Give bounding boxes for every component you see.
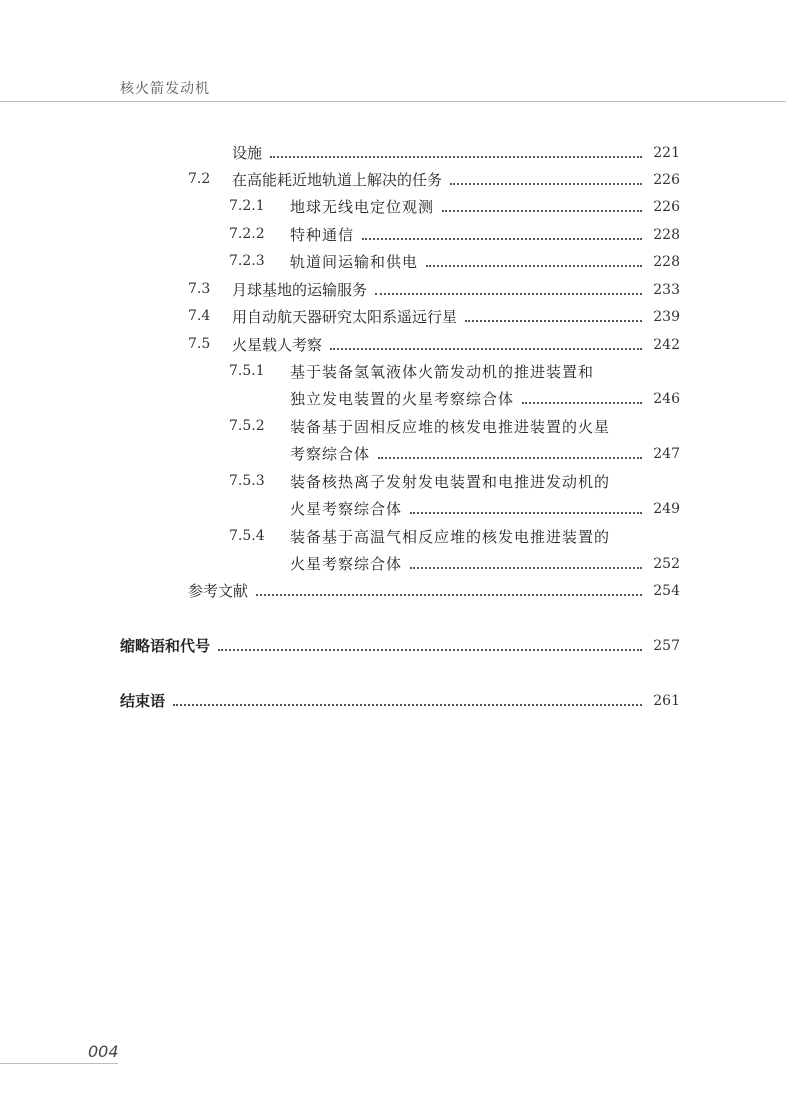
toc-entry-text: 参考文献	[188, 582, 249, 600]
toc-leader-dots	[256, 594, 642, 596]
toc-entry-7-5-3-line1[interactable]	[290, 471, 680, 493]
toc-leader-dots	[442, 210, 642, 212]
toc-leader-dots	[362, 238, 642, 240]
toc-entry-text: 缩略语和代号	[120, 637, 211, 655]
toc-entry-text: 考察综合体	[290, 445, 371, 463]
header-rule	[0, 101, 786, 102]
toc-leader-dots	[218, 649, 642, 651]
toc-leader-dots	[522, 402, 642, 404]
toc-entry-7-4[interactable]	[232, 306, 680, 328]
toc-section-number: 7.5.2	[229, 418, 265, 434]
toc-entry-facilities[interactable]	[232, 142, 680, 164]
toc-leader-dots	[410, 567, 642, 569]
toc-section-number: 7.5.4	[229, 528, 265, 544]
toc-section-number: 7.5.3	[229, 473, 265, 489]
toc-leader-dots	[450, 183, 642, 185]
toc-page-number: 226	[653, 172, 680, 188]
toc-entry-text: 装备核热离子发射发电装置和电推进发动机的	[290, 473, 611, 491]
toc-page-number: 233	[653, 282, 680, 298]
toc-entry-text: 地球无线电定位观测	[290, 198, 435, 216]
toc-leader-dots	[173, 704, 642, 706]
toc-entry-text: 独立发电装置的火星考察综合体	[290, 390, 515, 408]
toc-page-number: 261	[653, 693, 680, 709]
toc-entry-7-5-1-line2[interactable]	[290, 388, 680, 410]
toc-entry-text: 轨道间运输和供电	[290, 253, 419, 271]
toc-entry-7-5-1-line1[interactable]	[290, 361, 680, 383]
toc-leader-dots	[378, 457, 642, 459]
footer-rule	[0, 1063, 118, 1064]
toc-page-number: 246	[653, 391, 680, 407]
running-header-title: 核火箭发动机	[120, 81, 210, 97]
toc-section-number: 7.3	[188, 281, 211, 297]
toc-page-number: 226	[653, 199, 680, 215]
toc-page-number: 228	[653, 254, 680, 270]
toc-leader-dots	[330, 348, 642, 350]
toc-entry-text: 设施	[232, 144, 263, 162]
toc-entry-text: 特种通信	[290, 226, 355, 244]
toc-entry-abbreviations[interactable]	[120, 635, 680, 657]
toc-section-number: 7.2	[188, 171, 211, 187]
toc-leader-dots	[375, 293, 642, 295]
toc-entry-text: 在高能耗近地轨道上解决的任务	[232, 171, 443, 189]
toc-entry-text: 用自动航天器研究太阳系遥远行星	[232, 308, 458, 326]
toc-page-number: 257	[653, 638, 680, 654]
toc-entry-7-5[interactable]	[232, 334, 680, 356]
toc-section-number: 7.2.2	[229, 226, 265, 242]
toc-entry-text: 火星载人考察	[232, 336, 323, 354]
toc-section-number: 7.2.1	[229, 198, 265, 214]
toc-leader-dots	[426, 265, 642, 267]
toc-entry-text: 装备基于固相反应堆的核发电推进装置的火星	[290, 418, 611, 436]
toc-entry-7-2-3[interactable]	[290, 251, 680, 273]
toc-entry-7-3[interactable]	[232, 279, 680, 301]
toc-entry-7-5-4-line1[interactable]	[290, 526, 680, 548]
toc-page-number: 242	[653, 337, 680, 353]
toc-section-number: 7.2.3	[229, 253, 265, 269]
toc-leader-dots	[410, 512, 642, 514]
toc-entry-7-2-1[interactable]	[290, 196, 680, 218]
toc-entry-references[interactable]	[188, 580, 680, 602]
toc-page-number: 221	[653, 145, 680, 161]
toc-page-number: 247	[653, 446, 680, 462]
toc-entry-7-2[interactable]	[232, 169, 680, 191]
footer-page-number: 004	[88, 1042, 119, 1061]
toc-entry-text: 装备基于高温气相反应堆的核发电推进装置的	[290, 528, 611, 546]
toc-page-number: 239	[653, 309, 680, 325]
toc-page-number: 254	[653, 583, 680, 599]
toc-page-number: 228	[653, 227, 680, 243]
toc-entry-text: 火星考察综合体	[290, 555, 403, 573]
toc-section-number: 7.5	[188, 336, 211, 352]
toc-page-number: 249	[653, 501, 680, 517]
toc-entry-text: 火星考察综合体	[290, 500, 403, 518]
toc-entry-7-5-3-line2[interactable]	[290, 498, 680, 520]
toc-entry-7-2-2[interactable]	[290, 224, 680, 246]
toc-leader-dots	[465, 320, 642, 322]
toc-entry-7-5-4-line2[interactable]	[290, 553, 680, 575]
toc-section-number: 7.5.1	[229, 363, 265, 379]
toc-leader-dots	[270, 156, 642, 158]
toc-entry-text: 月球基地的运输服务	[232, 281, 368, 299]
toc-page-number: 252	[653, 556, 680, 572]
toc-entry-text: 结束语	[120, 692, 166, 710]
toc-section-number: 7.4	[188, 308, 211, 324]
toc-entry-7-5-2-line1[interactable]	[290, 416, 680, 438]
toc-entry-conclusion[interactable]	[120, 690, 680, 712]
toc-entry-text: 基于装备氢氧液体火箭发动机的推进装置和	[290, 363, 595, 381]
toc-entry-7-5-2-line2[interactable]	[290, 443, 680, 465]
